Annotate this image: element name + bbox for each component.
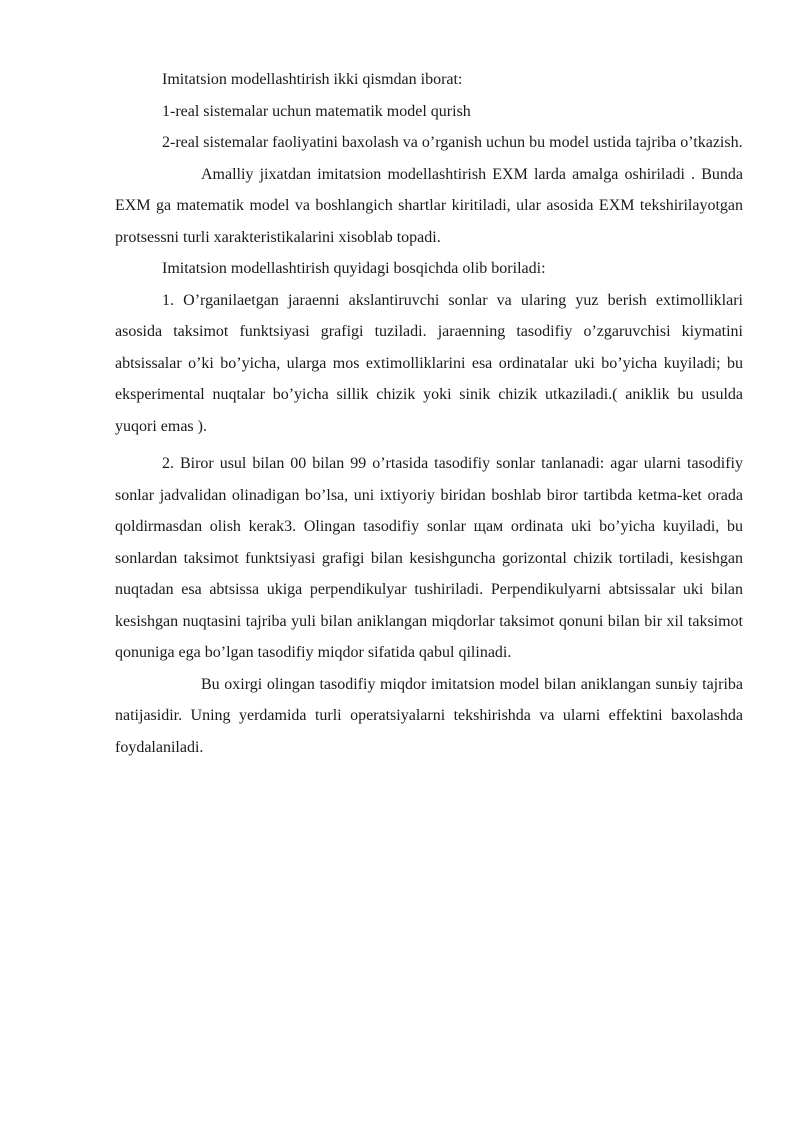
document-body — [115, 64, 743, 763]
paragraph-part-1: 1-real sistemalar uchun matematik model qurish — [162, 102, 471, 120]
paragraph-stages-intro: Imitatsion modellashtirish quyidagi bosqichda olib boriladi: — [162, 260, 546, 277]
paragraph-practical: Amalliy jixatdan imitatsion modellashtirish EXM larda amalga oshiriladi . Bunda EXM ga matematik model va boshlangich shartlar kiritiladi, ular asosida EXM tekshirilayotgan protsessni turli xarakteristikalarini xisoblab topadi. — [115, 165, 743, 246]
paragraph-part-2: 2-real sistemalar faoliyatini baxolash va o’rganish uchun bu model ustida tajriba o’tkazish. — [162, 134, 743, 151]
paragraph-conclusion: Bu oxirgi olingan tasodifiy miqdor imitatsion model bilan aniklangan sunьiy tajriba natijasidir. Uning yerdamida turli operatsiyalarni tekshirishda va ularni effektini baxolashda foydalaniladi. — [115, 675, 743, 756]
paragraph-stage-2: 2. Biror usul bilan 00 bilan 99 o’rtasida tasodifiy sonlar tanlanadi: agar ularni tasodifiy sonlar jadvalidan olinadigan bo’lsa, uni ixtiyoriy biridan boshlab biror tartibda ketma-ket orada qoldirmasdan olish kerak3. Olingan tasodifiy sonlar щам ordinata uki bo’yicha kuyiladi, bu sonlardan taksimot funktsiyasi grafigi bilan kesishguncha gorizontal chizik tortiladi, kesishgan nuqtadan esa abtsissa ukiga perpendikulyar tushiriladi. Perpendikulyarni abtsissalar uki bilan kesishgan nuqtasini tajriba yuli bilan aniklangan miqdorlar taksimot qonuni bilan bir xil taksimot qonuniga ega bo’lgan tasodifiy miqdor sifatida qabul qilinadi. — [115, 455, 743, 661]
paragraph-intro: Imitatsion modellashtirish ikki qismdan iborat: — [162, 71, 463, 88]
paragraph-stage-1: 1. O’rganilaetgan jaraenni akslantiruvchi sonlar va ularing yuz berish extimolliklari asosida taksimot funktsiyasi grafigi tuziladi. jaraenning tasodifiy o’zgaruvchisi kiymatini abtsissalar o’ki bo’yicha, ularga mos extimolliklarini esa ordinatalar uki bo’yicha kuyiladi; bu eksperimental nuqtalar bo’yicha sillik chizik yoki sinik chizik utkaziladi.( aniklik bu usulda yuqori emas ). — [115, 291, 743, 435]
